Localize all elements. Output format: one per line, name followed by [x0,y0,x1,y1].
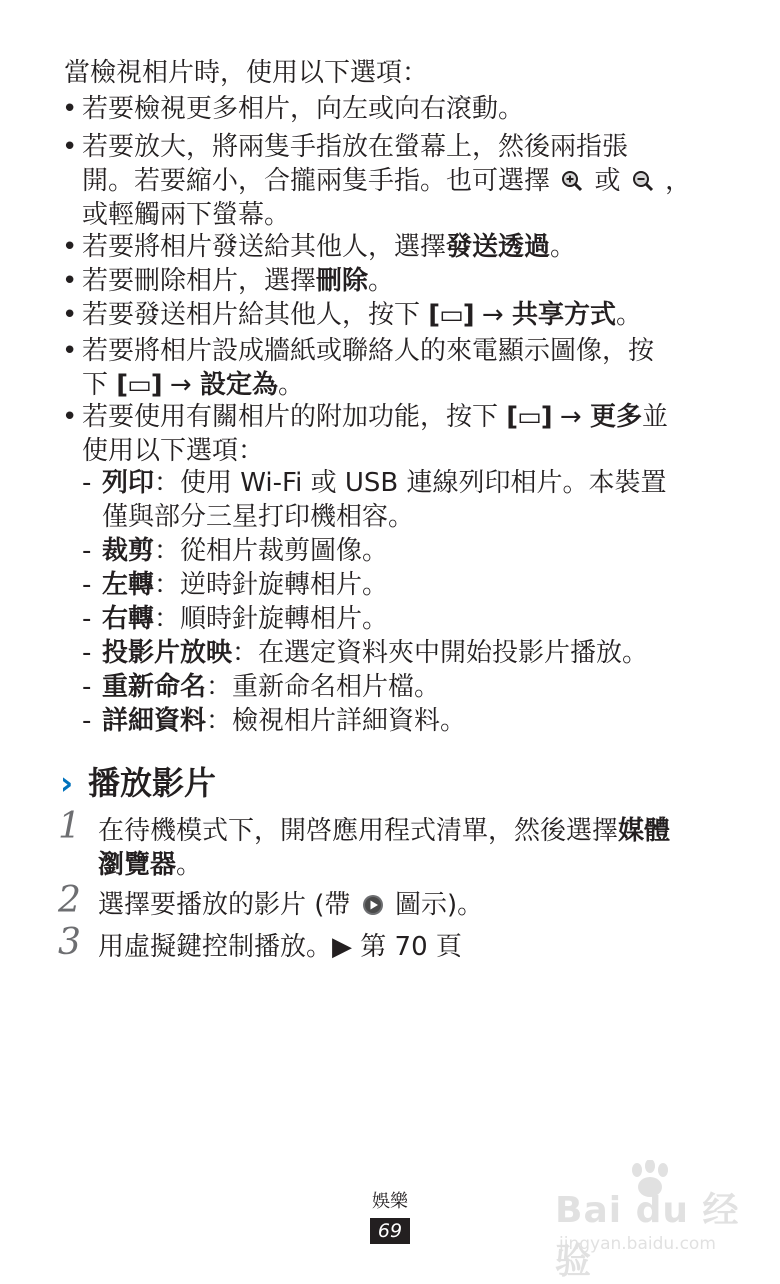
option-set-as: 設定為 [199,370,278,400]
option-share: 共享方式 [511,300,616,330]
bullet-dot: • [62,266,78,296]
step-number: 1 [58,806,81,847]
play-icon [361,893,385,917]
option-delete: 刪除 [316,266,369,296]
watermark-url: jingyan.baidu.com [559,1234,716,1254]
section-heading [60,763,216,803]
watermark-text: Bai du 经验 [555,1190,740,1282]
bullet-dot: • [62,94,78,124]
step-number: 2 [58,880,81,921]
menu-key-icon: [▭] [116,370,162,400]
bullet-dot: • [62,402,78,432]
bullet-text: 若要放大，將兩隻手指放在螢幕上，然後兩指張 [82,132,629,162]
or-text: 或 [594,166,621,196]
section-title: 播放影片 [88,764,217,802]
bullet-dot: • [62,300,78,330]
step-text: 用虛擬鍵控制播放。▶ 第 70 頁 [98,932,462,962]
watermark-logo [545,1160,755,1282]
bullet-text: 開。若要縮小，合攏兩隻手指。也可選擇 [82,166,551,196]
zoom-out-icon [631,169,655,193]
menu-key-icon: [▭] [506,402,552,432]
intro-text: 當檢視相片時，使用以下選項： [64,58,429,88]
bullet-dot: • [62,232,78,262]
option-more: 更多 [589,402,642,432]
bullet-text: 或輕觸兩下螢幕。 [82,200,291,230]
chapter-label: 娛樂 [372,1191,408,1212]
manual-page: 當檢視相片時，使用以下選項： • 若要檢視更多相片，向左或向右滾動。 • 若要放大，將兩隻手指放在螢幕上，然後兩指張 開。若要縮小，合攏兩隻手指。也可選擇 或 ， 或輕觸兩下螢幕。 • 若要將相片發送給其他人，選擇發送透過。 • 若要刪除相片，選擇刪除。 • 若要發送相片給其他人，按下 [▭] → 共享方式。 • 若要將相片設成牆紙或聯絡人的來電顯示圖像，按 下 [▭] → 設定為。 • 若要使用有關相片的附加功能，按下 [▭] → 更多並 使用以下選項： - 列印：使用 Wi-Fi 或 USB 連線列印相片。本裝置 僅與部分三星打印機相容。 - 裁剪：從相片裁剪圖像。 - 左轉：逆時針旋轉相片。 - 右轉：順時針旋轉相片。 - 投影片放映：在選定資料夾中開始投影片播放。 - 重新命名：重新命名相片檔。 - 詳細資料：檢視相片詳細資料。 › 播放影片 1 在待機模式下，開啓應用程式清單，然後選擇媒體 瀏覽器。 2 選擇要播放的影片 (帶 圖示)。 3 用虛擬鍵控制播放。▶ 第 70 頁 娛樂 69 Bai du 经验 jingyan.baidu.com [0,0,780,1280]
bullet-dot: • [62,336,78,366]
bullet-dot: • [62,132,78,162]
option-send-via: 發送透過 [446,232,551,262]
option-media: 媒體 [618,816,671,846]
menu-key-icon: [▭] [428,300,474,330]
option-browser: 瀏覽器 [98,850,177,880]
step-number: 3 [58,922,81,963]
chevron-right-icon: › [60,764,74,802]
bullet-text: 若要檢視更多相片，向左或向右滾動。 [82,94,525,124]
page-number: 69 [370,1218,410,1244]
zoom-in-icon [560,169,584,193]
